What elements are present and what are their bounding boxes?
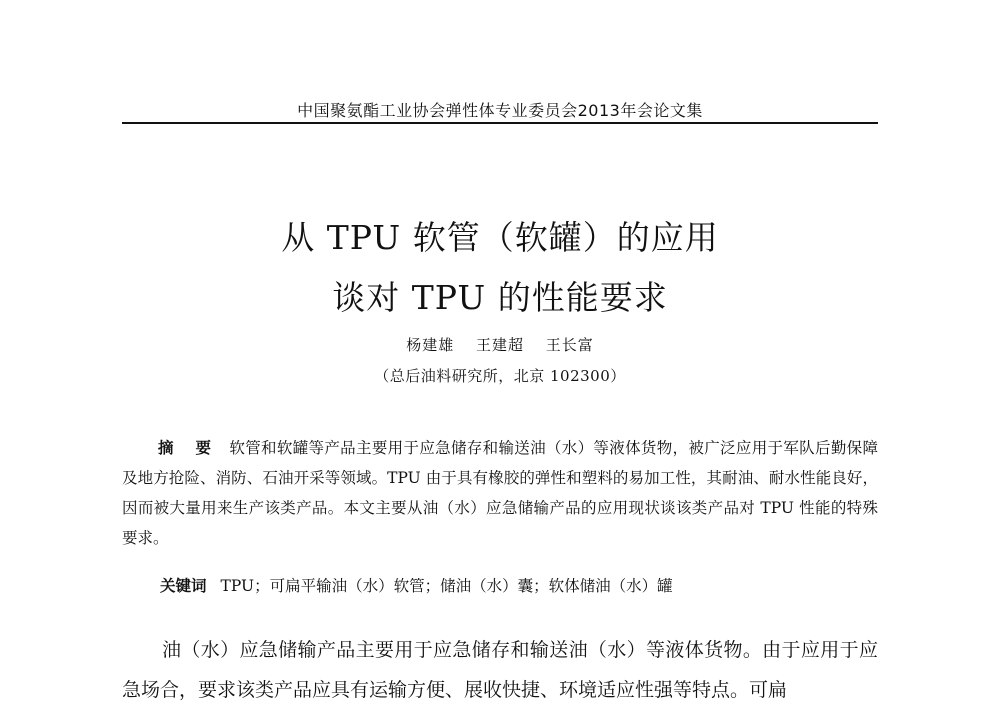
body-paragraph: 油（水）应急储输产品主要用于应急储存和输送油（水）等液体货物。由于应用于应急场合，要求该类产品应具有运输方便、展收快捷、环境适应性强等特点。可扁 <box>122 639 878 701</box>
keywords-text: TPU；可扁平输油（水）软管；储油（水）囊；软体储油（水）罐 <box>220 577 673 595</box>
abstract-section <box>122 433 878 553</box>
author-1: 杨建雄 <box>406 336 455 354</box>
affiliation: （总后油料研究所，北京 102300） <box>374 367 626 385</box>
abstract-label: 摘 要 <box>158 438 220 457</box>
keywords-label: 关键词 <box>160 576 207 595</box>
abstract-text: 软管和软罐等产品主要用于应急储存和输送油（水）等液体货物，被广泛应用于军队后勤保障及地方抢险、消防、石油开采等领域。TPU 由于具有橡胶的弹性和塑料的易加工性，其耐油、耐水性能良好，因而被大量用来生产该类产品。本文主要从油（水）应急储输产品的应用现状谈该类产品对 TPU 性能的特殊要求。 <box>122 439 878 547</box>
author-3: 王长富 <box>545 336 594 354</box>
keywords-section <box>160 574 673 596</box>
author-list <box>0 334 1000 355</box>
paper-title-line-1: 从 TPU 软管（软罐）的应用 <box>281 218 719 257</box>
author-2: 王建超 <box>475 336 524 354</box>
paper-title-line-2: 谈对 TPU 的性能要求 <box>332 278 668 317</box>
header-rule <box>122 122 878 124</box>
running-header: 中国聚氨酯工业协会弹性体专业委员会2013年会论文集 <box>297 101 703 120</box>
